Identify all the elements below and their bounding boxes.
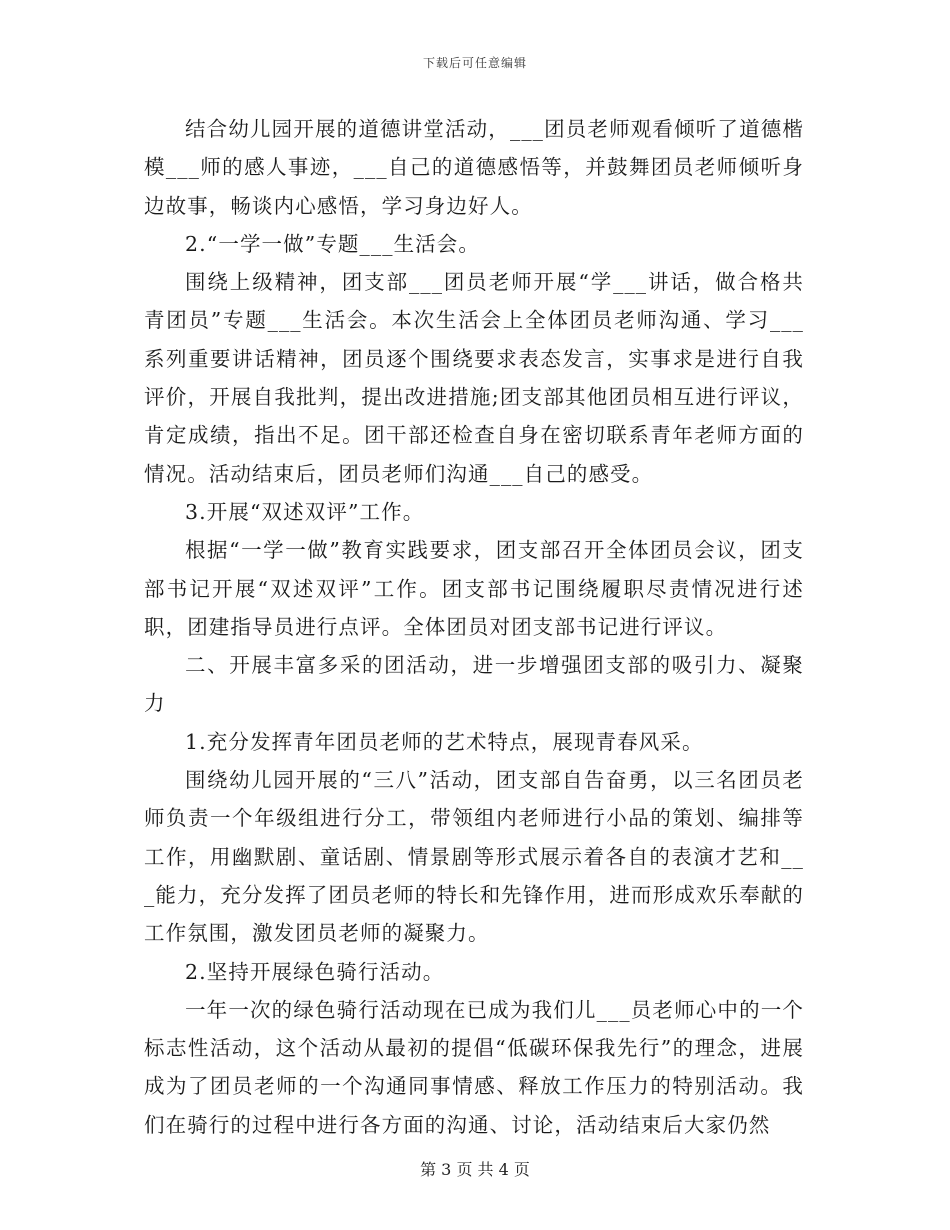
section-heading: 3.开展“双述双评”工作。 — [185, 499, 425, 524]
section-heading: 2.坚持开展绿色骑行活动。 — [185, 959, 445, 984]
paragraph: 一年一次的绿色骑行活动现在已成为我们儿___员老师心中的一个标志性活动，这个活动从最初的提倡“低碳环保我先行”的理念，进展成为了团员老师的一个沟通同事情感、释放工作压力的特别活动。我们在骑行的过程中进行各方面的沟通、讨论，活动结束后大家仍然 — [144, 997, 804, 1137]
document-body — [144, 110, 804, 1144]
page-footer-number: 第 3 页 共 4 页 — [420, 1160, 530, 1179]
paragraph: 围绕幼儿园开展的“三八”活动，团支部自告奋勇，以三名团员老师负责一个年级组进行分工，带领组内老师进行小品的策划、编排等工作，用幽默剧、童话剧、情景剧等形式展示着各自的表演才艺和___能力，充分发挥了团员老师的特长和先锋作用，进而形成欢乐奉献的工作氛围，激发团员老师的凝聚力。 — [144, 768, 804, 946]
chapter-heading: 二、开展丰富多采的团活动，进一步增强团支部的吸引力、凝聚力 — [144, 653, 804, 716]
page-header-note: 下载后可任意编辑 — [422, 56, 527, 70]
section-heading: 1.充分发挥青年团员老师的艺术特点，展现青春风采。 — [185, 729, 704, 754]
section-heading: 2.“一学一做”专题___生活会。 — [185, 231, 480, 256]
paragraph: 围绕上级精神，团支部___团员老师开展“学___讲话，做合格共青团员”专题___生活会。本次生活会上全体团员老师沟通、学习___系列重要讲话精神，团员逐个围绕要求表态发言，实事求是进行自我评价，开展自我批判，提出改进措施;团支部其他团员相互进行评议，肯定成绩，指出不足。团干部还检查自身在密切联系青年老师方面的情况。活动结束后，团员老师们沟通___自己的感受。 — [144, 270, 804, 486]
paragraph: 根据“一学一做”教育实践要求，团支部召开全体团员会议，团支部书记开展“双述双评”工作。团支部书记围绕履职尽责情况进行述职，团建指导员进行点评。全体团员对团支部书记进行评议。 — [144, 538, 804, 639]
paragraph: 结合幼儿园开展的道德讲堂活动，___团员老师观看倾听了道德楷模___师的感人事迹，___自己的道德感悟等，并鼓舞团员老师倾听身边故事，畅谈内心感悟，学习身边好人。 — [144, 117, 804, 218]
